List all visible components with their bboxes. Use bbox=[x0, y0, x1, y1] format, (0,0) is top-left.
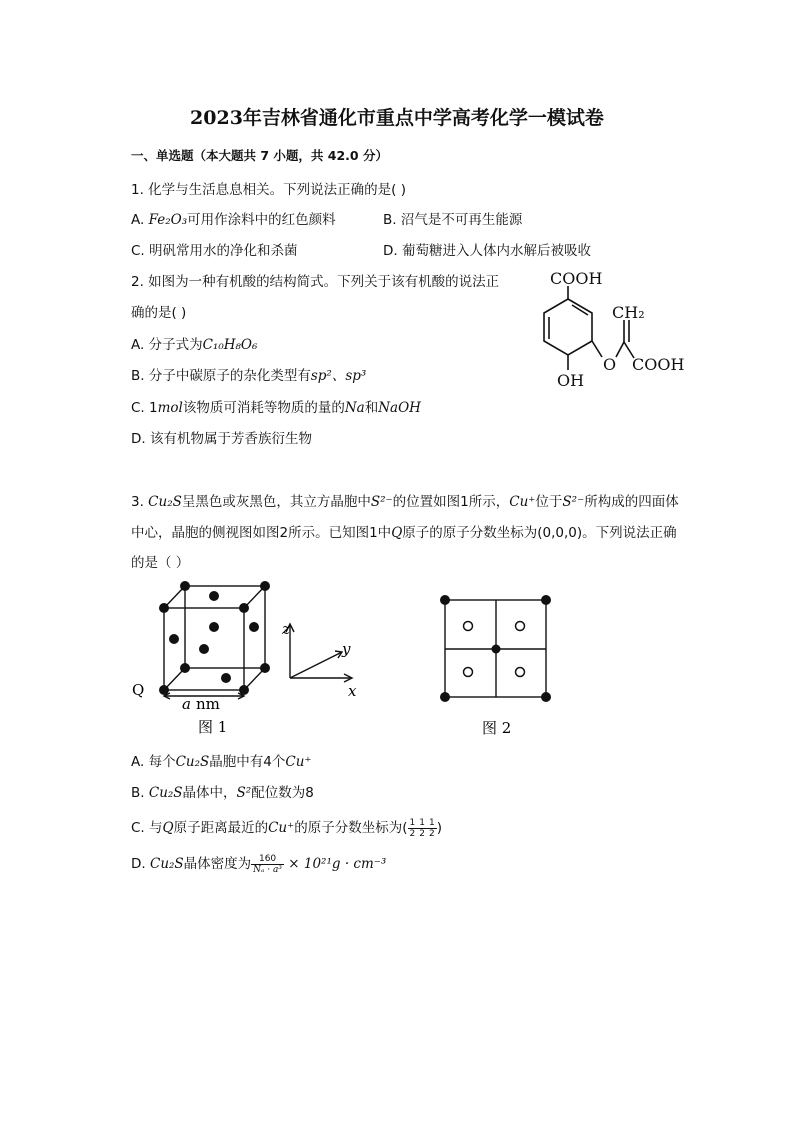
option-label: B. bbox=[131, 785, 149, 801]
methylene-group: CH₂ bbox=[612, 303, 645, 322]
formula: C₁₀H₈O₆ bbox=[202, 337, 258, 353]
formula: Cu₂S bbox=[148, 785, 183, 801]
question-3-stem-line3: 的是（ ） bbox=[131, 555, 190, 571]
q2-option-b[interactable] bbox=[131, 364, 366, 384]
option-label: A. 分子式为 bbox=[131, 337, 203, 353]
formula: Cu⁺ bbox=[285, 754, 312, 770]
unit: mol bbox=[157, 400, 183, 416]
text: 中心，晶胞的侧视图如图2所示。已知图1中 bbox=[131, 525, 392, 541]
text: 呈黑色或灰黑色，其立方晶胞中 bbox=[181, 494, 371, 510]
formula-naoh: NaOH bbox=[378, 400, 421, 416]
carboxyl-group-side: COOH bbox=[632, 355, 685, 374]
axis-z-label: z bbox=[282, 620, 290, 638]
option-label: A. bbox=[131, 212, 149, 228]
q2-option-d[interactable]: D. 该有机物属于芳香族衍生物 bbox=[131, 431, 312, 447]
q1-option-c[interactable]: C. 明矾常用水的净化和杀菌 bbox=[131, 243, 298, 259]
carboxyl-group-top: COOH bbox=[550, 269, 603, 288]
edge-length-label: a bbox=[182, 695, 191, 713]
fraction: $\frac{1}{2}$ bbox=[419, 817, 425, 839]
q1-option-d[interactable]: D. 葡萄糖进入人体内水解后被吸收 bbox=[383, 243, 591, 259]
formula: Q bbox=[391, 525, 403, 541]
question-2-stem-line1: 2. 如图为一种有机酸的结构简式。下列关于该有机酸的说法正 bbox=[131, 274, 500, 290]
option-label: C. 1 bbox=[131, 400, 158, 416]
density-fraction: $\frac{160}{\text{Nₐ · a³}}$ bbox=[253, 853, 282, 875]
q3-option-b[interactable] bbox=[131, 781, 314, 801]
q1-option-b[interactable]: B. 沼气是不可再生能源 bbox=[383, 212, 523, 228]
q-atom-label: Q bbox=[132, 681, 145, 699]
option-text: 原子距离最近的 bbox=[173, 820, 269, 836]
section-heading: 一、单选题（本大题共 7 小题，共 42.0 分） bbox=[131, 148, 388, 163]
text: 原子的原子分数坐标为(0,0,0)。下列说法正确 bbox=[402, 525, 677, 541]
figure-2-side-view bbox=[430, 590, 560, 740]
axis-x-label: x bbox=[348, 682, 357, 700]
axis-y-label: y bbox=[342, 640, 351, 658]
fraction: $\frac{1}{2}$ bbox=[429, 817, 435, 839]
figure-2-caption: 图 2 bbox=[482, 719, 512, 737]
unit-label: nm bbox=[196, 695, 220, 713]
formula: S²⁻ bbox=[370, 494, 393, 510]
q3-option-d[interactable] bbox=[131, 852, 386, 875]
q2-option-a[interactable] bbox=[131, 333, 257, 353]
option-label: C. 与 bbox=[131, 820, 163, 836]
option-text: ) bbox=[436, 820, 443, 836]
q2-option-c[interactable] bbox=[131, 396, 421, 416]
option-label: D. bbox=[131, 856, 150, 872]
formula: Cu₂S bbox=[149, 856, 184, 872]
q3-option-c[interactable] bbox=[131, 816, 442, 839]
formula: Cu⁺ bbox=[268, 820, 295, 836]
option-text: 晶胞中有4个 bbox=[209, 754, 286, 770]
ether-oxygen: O bbox=[603, 355, 617, 374]
formula-na: Na bbox=[344, 400, 365, 416]
formula: S² bbox=[236, 785, 252, 801]
text: 的位置如图1所示， bbox=[392, 494, 510, 510]
fraction: $\frac{1}{2}$ bbox=[409, 817, 416, 839]
text: 所构成的四面体 bbox=[584, 494, 679, 510]
figure-1-caption: 图 1 bbox=[198, 718, 228, 736]
option-text: 可用作涂料中的红色颜料 bbox=[187, 212, 336, 228]
formula: Fe₂O₃ bbox=[148, 212, 188, 228]
option-text: 晶体密度为 bbox=[183, 856, 252, 872]
formula: Cu₂S bbox=[175, 754, 210, 770]
option-label: A. 每个 bbox=[131, 754, 176, 770]
formula: × 10²¹g · cm⁻³ bbox=[283, 856, 387, 872]
page-title: 2023年吉林省通化市重点中学高考化学一模试卷 bbox=[190, 107, 604, 129]
q3-option-a[interactable] bbox=[131, 750, 312, 770]
option-text: 配位数为8 bbox=[251, 785, 314, 801]
organic-structure-diagram bbox=[520, 262, 700, 397]
option-text: 该物质可消耗等物质的量的 bbox=[182, 400, 345, 416]
formula: Cu⁺ bbox=[509, 494, 536, 510]
question-1-stem: 1. 化学与生活息息相关。下列说法正确的是( ) bbox=[131, 182, 406, 198]
formula: Q bbox=[162, 820, 174, 836]
option-text: 的原子分数坐标为( bbox=[294, 820, 408, 836]
formula: Cu₂S bbox=[148, 494, 182, 510]
q1-option-a[interactable] bbox=[131, 208, 336, 228]
option-label: B. 分子中碳原子的杂化类型有 bbox=[131, 368, 311, 384]
option-text: 和 bbox=[364, 400, 379, 416]
formula: S²⁻ bbox=[562, 494, 585, 510]
option-text: 晶体中， bbox=[182, 785, 237, 801]
question-3-stem-line2 bbox=[131, 521, 677, 541]
question-2-stem-line2: 确的是( ) bbox=[131, 305, 187, 321]
number: 3. bbox=[131, 494, 149, 510]
question-3-stem-line1 bbox=[131, 490, 679, 510]
figure-1-unit-cell bbox=[128, 578, 368, 743]
hydroxyl-group: OH bbox=[557, 371, 585, 390]
formula: sp²、sp³ bbox=[310, 368, 367, 384]
text: 位于 bbox=[535, 494, 563, 510]
